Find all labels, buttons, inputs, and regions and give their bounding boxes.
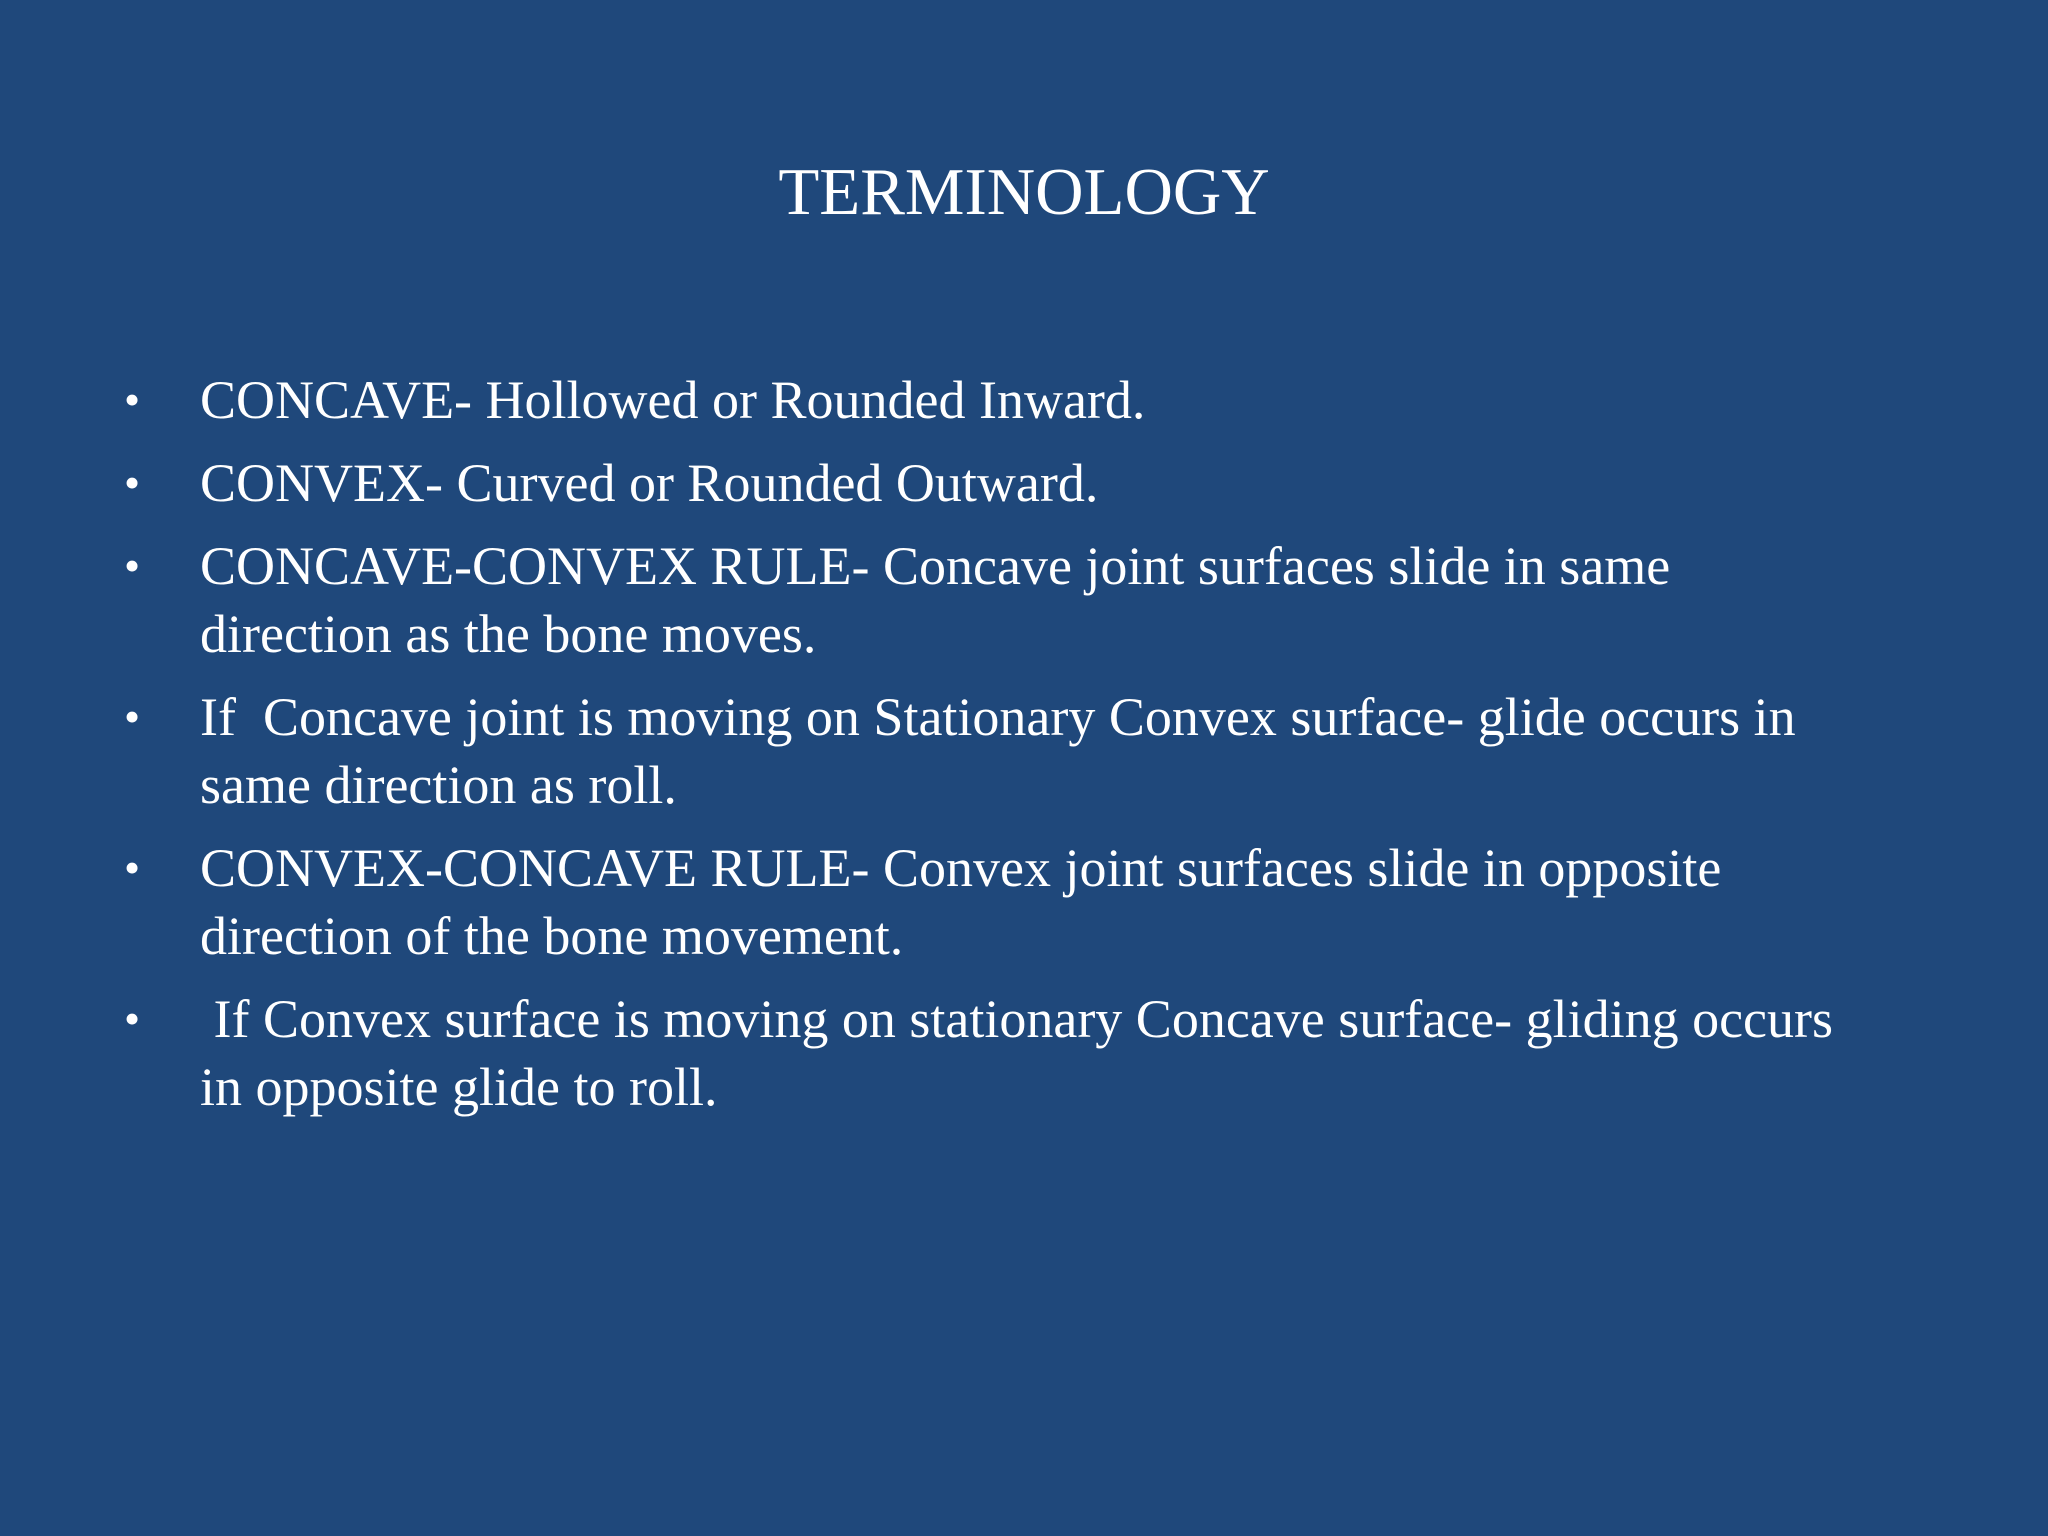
bullet-line: CONVEX-CONCAVE RULE- Convex joint surfaces slide in opposite bbox=[200, 838, 1722, 898]
bullet-line: If Concave joint is moving on Stationary Convex surface- glide occurs in bbox=[200, 687, 1796, 747]
slide-title: TERMINOLOGY bbox=[778, 155, 1270, 229]
bullet-text bbox=[200, 683, 1924, 819]
list-item bbox=[124, 449, 1924, 517]
bullet-icon: • bbox=[124, 993, 141, 1044]
bullet-line: same direction as roll. bbox=[200, 755, 677, 815]
bullet-line: direction of the bone movement. bbox=[200, 906, 904, 966]
list-item bbox=[124, 366, 1924, 434]
bullet-line: CONCAVE- Hollowed or Rounded Inward. bbox=[200, 370, 1146, 430]
bullet-icon: • bbox=[124, 691, 141, 742]
list-item bbox=[124, 985, 1924, 1121]
bullet-line: direction as the bone moves. bbox=[200, 604, 817, 664]
list-item bbox=[124, 683, 1924, 819]
bullet-icon: • bbox=[124, 457, 141, 508]
bullet-icon: • bbox=[124, 374, 141, 425]
bullet-icon: • bbox=[124, 540, 141, 591]
bullet-line: CONVEX- Curved or Rounded Outward. bbox=[200, 453, 1099, 513]
bullet-text bbox=[200, 449, 1924, 517]
list-item bbox=[124, 834, 1924, 970]
bullet-text bbox=[200, 985, 1924, 1121]
bullet-text bbox=[200, 366, 1924, 434]
bullet-text bbox=[200, 532, 1924, 668]
bullet-icon: • bbox=[124, 842, 141, 893]
list-item bbox=[124, 532, 1924, 668]
bullet-line: in opposite glide to roll. bbox=[200, 1057, 718, 1117]
bullet-text bbox=[200, 834, 1924, 970]
bullet-line: If Convex surface is moving on stationary Concave surface- gliding occurs bbox=[200, 989, 1834, 1049]
bullet-list bbox=[124, 366, 1924, 1136]
bullet-line: CONCAVE-CONVEX RULE- Concave joint surfaces slide in same bbox=[200, 536, 1671, 596]
